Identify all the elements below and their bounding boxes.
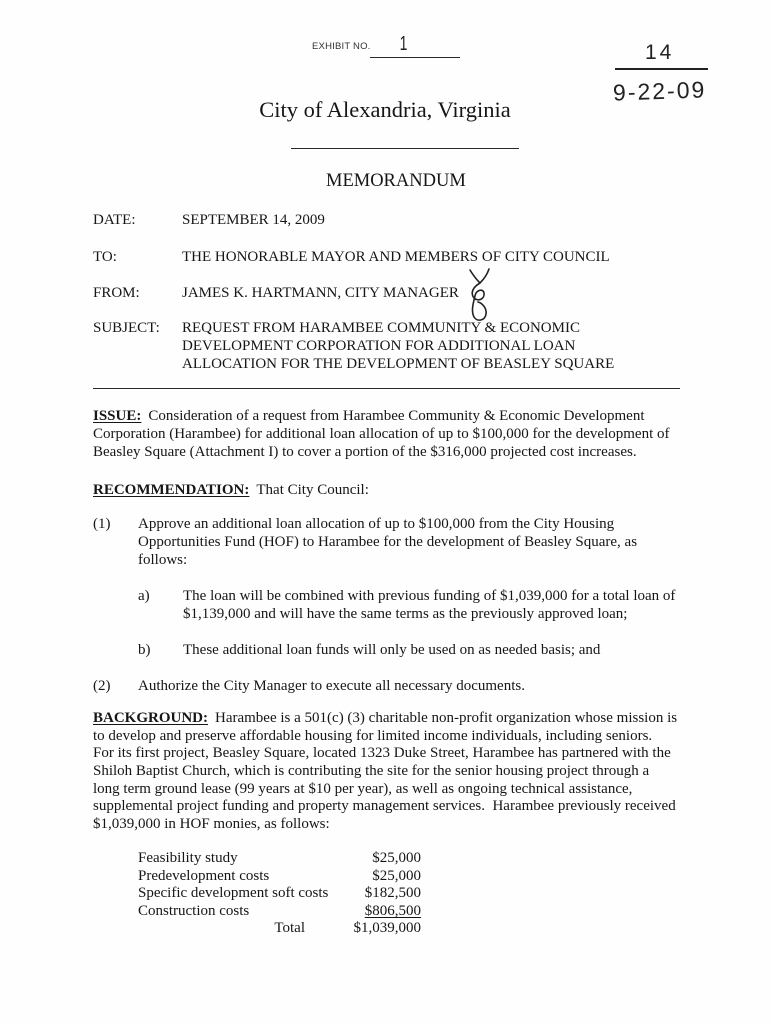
- subject-label: SUBJECT:: [93, 320, 160, 336]
- background-line: long term ground lease (99 years at $10 per year), as well as ongoing technical assistance,: [93, 781, 633, 797]
- subitem-line: These additional loan funds will only be used on as needed basis; and: [183, 642, 601, 658]
- subitem-marker: a): [138, 588, 150, 604]
- city-title: City of Alexandria, Virginia: [259, 97, 511, 122]
- funding-row-amount: $806,500: [364, 903, 421, 919]
- background-line: For its first project, Beasley Square, located 1323 Duke Street, Harambee has partnered with the: [93, 745, 671, 761]
- exhibit-label: EXHIBIT NO.: [312, 41, 371, 52]
- document-type: MEMORANDUM: [326, 171, 466, 191]
- item-marker: (2): [93, 678, 111, 694]
- funding-row-label: Feasibility study: [138, 850, 238, 866]
- handwritten-underline: [615, 68, 708, 70]
- issue-heading: ISSUE:: [93, 408, 142, 424]
- issue-line: [93, 407, 644, 425]
- exhibit-line: [370, 57, 460, 58]
- funding-total-label: Total: [274, 920, 305, 936]
- funding-row-amount: $25,000: [372, 868, 421, 884]
- funding-total-amount: $1,039,000: [353, 920, 421, 936]
- from-label: FROM:: [93, 285, 140, 301]
- background-heading: BACKGROUND:: [93, 710, 208, 726]
- issue-line: Beasley Square (Attachment I) to cover a portion of the $316,000 projected cost increases.: [93, 444, 637, 460]
- subject-line: REQUEST FROM HARAMBEE COMMUNITY & ECONOMIC: [182, 320, 580, 336]
- subitem-line: $1,139,000 and will have the same terms as the previously approved loan;: [183, 606, 628, 622]
- to-label: TO:: [93, 249, 117, 265]
- item-line: Approve an additional loan allocation of up to $100,000 from the City Housing: [138, 516, 615, 532]
- title-rule: [291, 148, 519, 149]
- header-divider: [93, 388, 680, 389]
- recommendation-line: [93, 481, 369, 499]
- handwritten-initials: [458, 267, 498, 323]
- item-line: Authorize the City Manager to execute all necessary documents.: [138, 678, 525, 694]
- background-line: $1,039,000 in HOF monies, as follows:: [93, 816, 330, 832]
- funding-row-amount: $25,000: [372, 850, 421, 866]
- exhibit-number: 1: [399, 33, 408, 55]
- background-line: Shiloh Baptist Church, which is contributing the site for the senior housing project through a: [93, 763, 650, 779]
- handwritten-date: 9-22-09: [612, 76, 707, 106]
- date-value: SEPTEMBER 14, 2009: [182, 212, 325, 228]
- funding-row-amount-cell: [291, 902, 421, 920]
- item-line: Opportunities Fund (HOF) to Harambee for the development of Beasley Square, as: [138, 534, 638, 550]
- subitem-line: The loan will be combined with previous funding of $1,039,000 for a total loan of: [183, 588, 676, 604]
- recommendation-heading: RECOMMENDATION:: [93, 482, 250, 498]
- funding-row-amount: $182,500: [364, 885, 421, 901]
- item-marker: (1): [93, 516, 111, 532]
- date-label: DATE:: [93, 212, 136, 228]
- background-line: [93, 709, 677, 727]
- subject-line: ALLOCATION FOR THE DEVELOPMENT OF BEASLEY SQUARE: [182, 356, 615, 372]
- recommendation-intro: That City Council:: [256, 482, 369, 498]
- background-text: Harambee is a 501(c) (3) charitable non-profit organization whose mission is: [215, 710, 678, 726]
- handwritten-item-number: 14: [645, 41, 675, 64]
- from-value: JAMES K. HARTMANN, CITY MANAGER: [182, 285, 459, 301]
- background-line: supplemental project funding and property management services. Harambee previously received: [93, 798, 676, 814]
- issue-text: Consideration of a request from Harambee Community & Economic Development: [148, 408, 645, 424]
- item-line: follows:: [138, 552, 188, 568]
- funding-row-label: Construction costs: [138, 903, 250, 919]
- background-line: to develop and preserve affordable housing for limited income individuals, including seniors.: [93, 728, 653, 744]
- to-value: THE HONORABLE MAYOR AND MEMBERS OF CITY COUNCIL: [182, 249, 610, 265]
- issue-line: Corporation (Harambee) for additional loan allocation of up to $100,000 for the development of: [93, 426, 670, 442]
- subject-line: DEVELOPMENT CORPORATION FOR ADDITIONAL LOAN: [182, 338, 576, 354]
- subitem-marker: b): [138, 642, 151, 658]
- funding-row-label: Predevelopment costs: [138, 868, 270, 884]
- funding-row-label: Specific development soft costs: [138, 885, 329, 901]
